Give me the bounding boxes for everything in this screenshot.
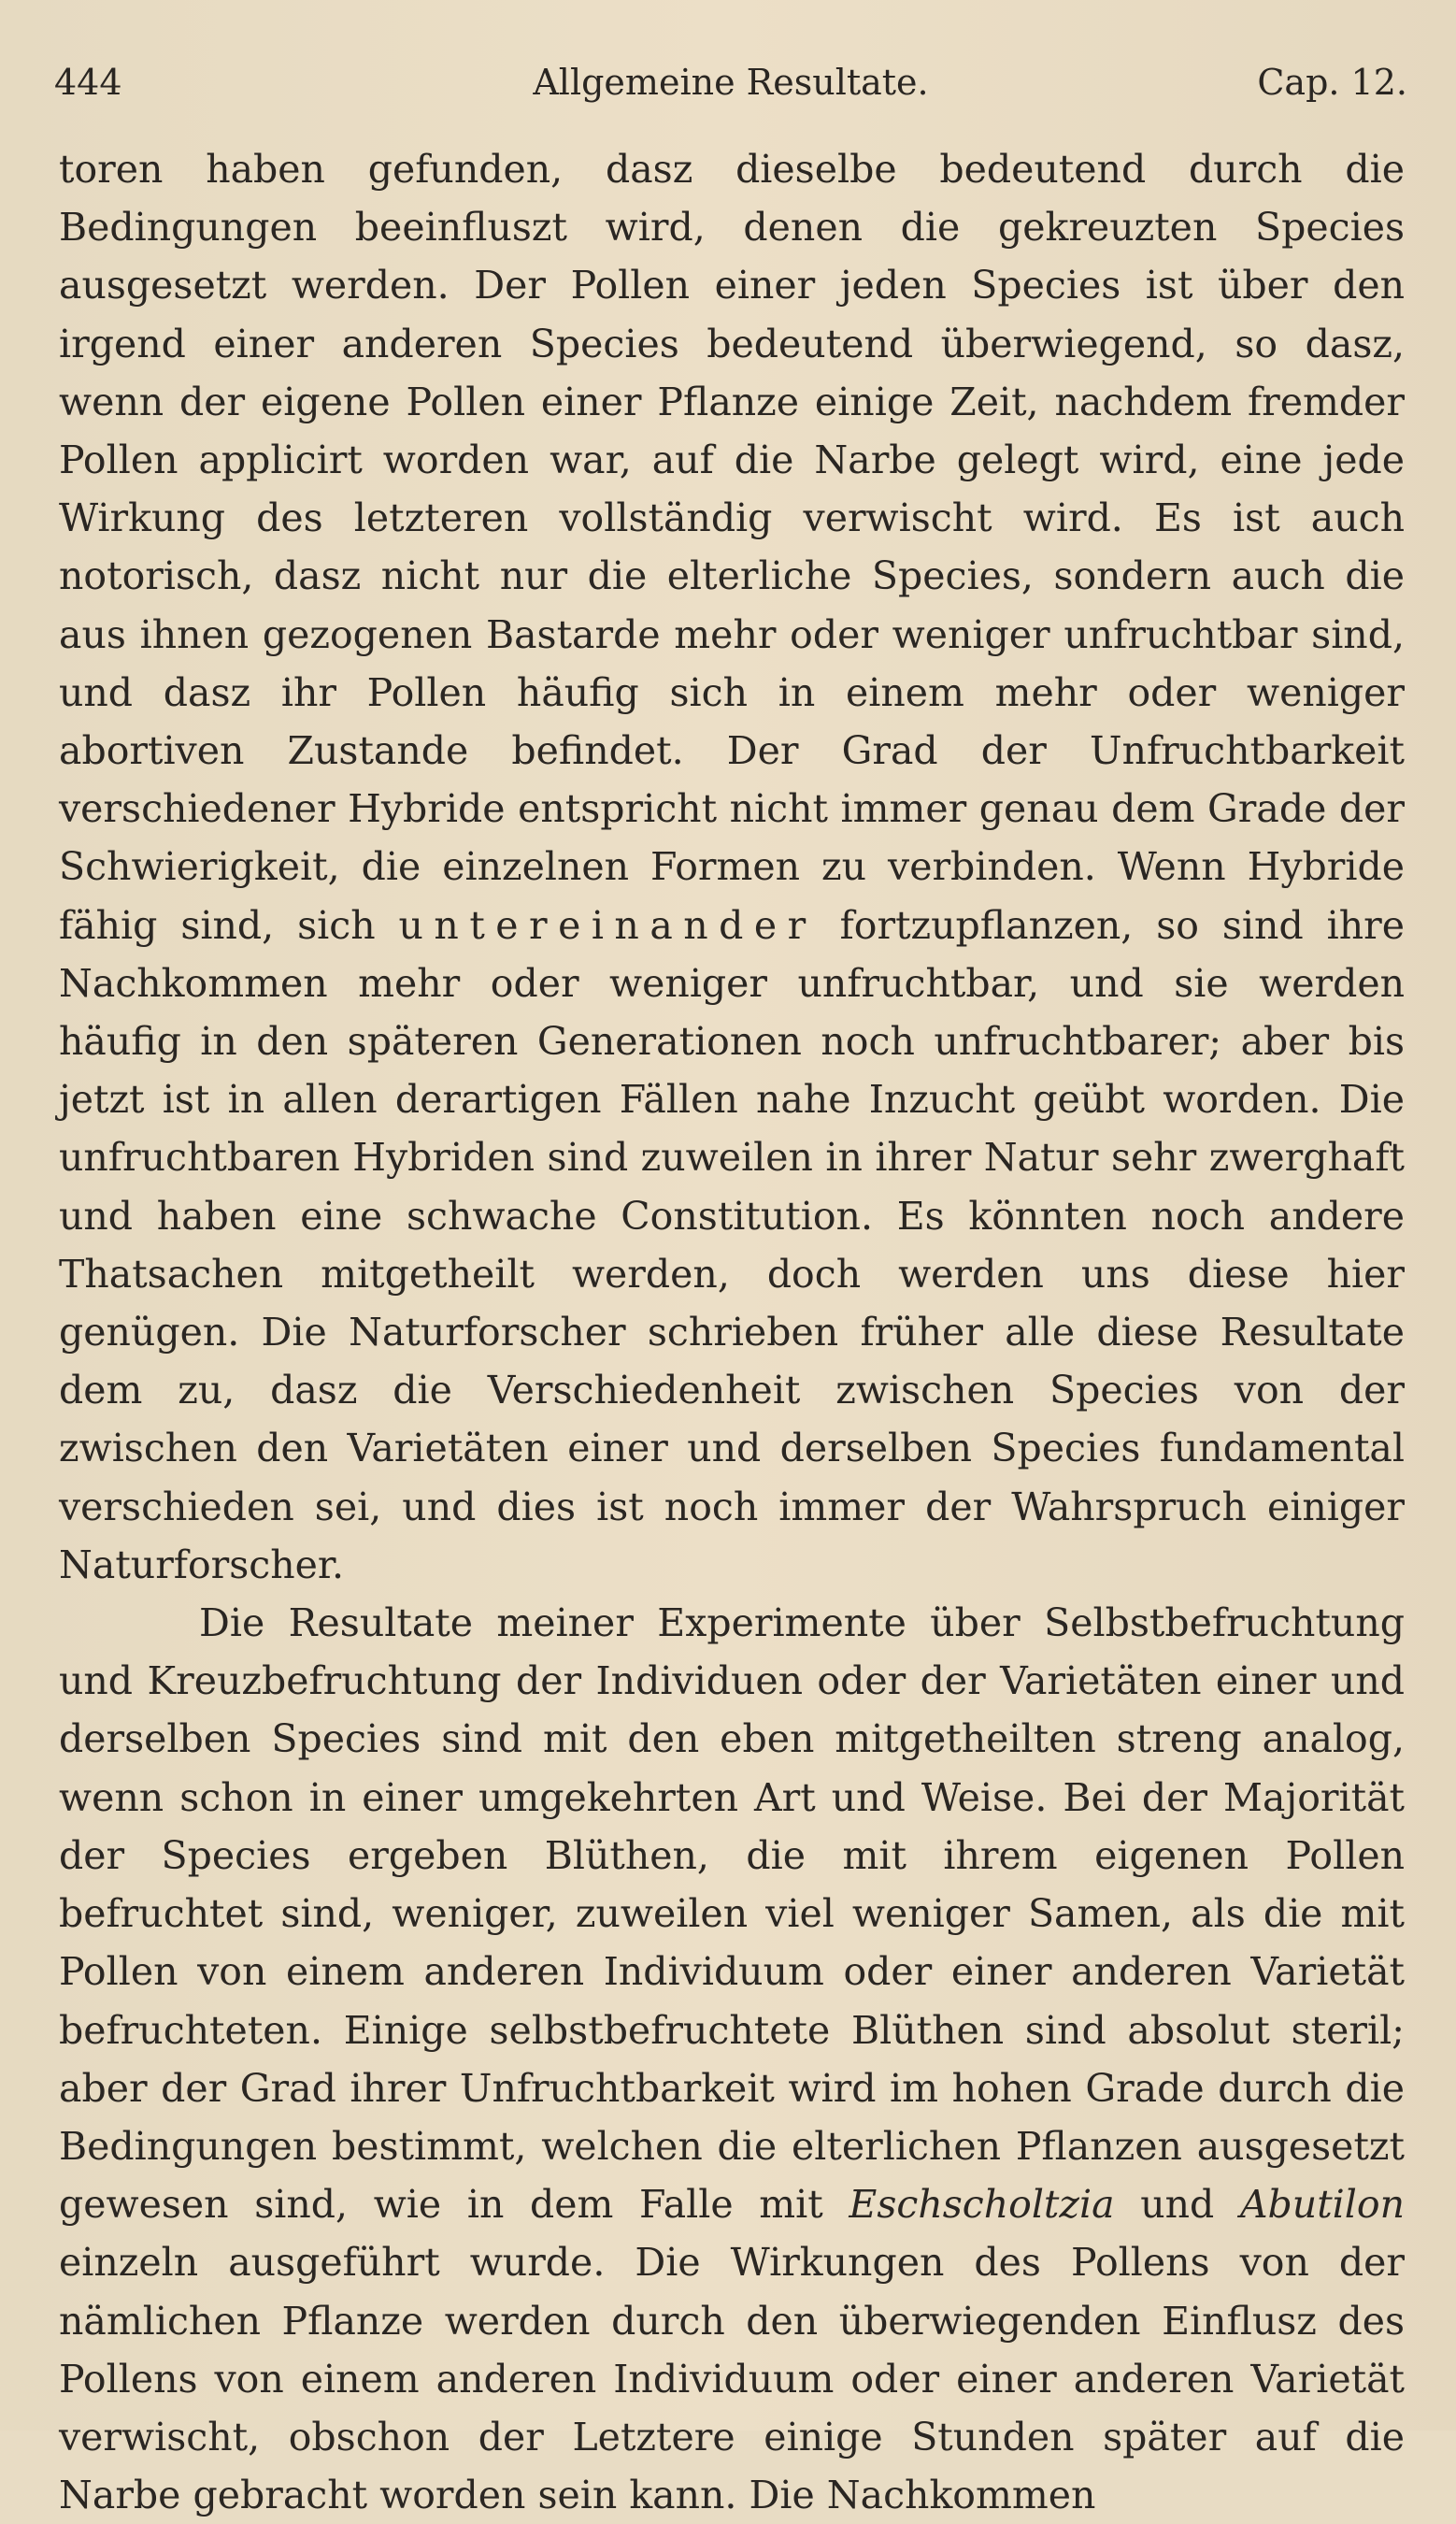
paragraph-1-text-b: fortzupflanzen, so sind ihre Nachkommen mehr oder weniger unfruchtbar, und sie werden häufig in den späteren Generationen noch unfruchtbarer; aber bis jetzt ist in allen derartigen Fällen nahe Inzucht geübt worden. Die unfruchtbaren Hybriden sind zuweilen in ihrer Natur sehr zwerghaft und haben eine schwache Constitution. Es könnten noch andere Thatsachen mitgetheilt werden, doch werden uns diese hier genügen. Die Naturforscher schrieben früher alle diese Resultate dem zu, dasz die Verschiedenheit zwischen Species von der zwischen den Varietäten einer und derselben Species fundamental verschieden sei, und dies ist noch immer der Wahrspruch einiger Naturforscher.: [59, 902, 1406, 1587]
paragraph-1-text-a: toren haben gefunden, dasz dieselbe bedeutend durch die Bedingungen beeinfluszt wird, denen die gekreuzten Species ausgesetzt werden. Der Pollen einer jeden Species ist über den irgend einer anderen Species bedeutend überwiegend, so dasz, wenn der eigene Pollen einer Pflanze einige Zeit, nachdem fremder Pollen applicirt worden war, auf die Narbe gelegt wird, eine jede Wirkung des letzteren vollständig verwischt wird. Es ist auch notorisch, dasz nicht nur die elterliche Species, sondern auch die aus ihnen gezogenen Bastarde mehr oder weniger unfruchtbar sind, und dasz ihr Pollen häufig sich in einem mehr oder weniger abortiven Zustande befindet. Der Grad der Unfruchtbarkeit verschiedener Hybride entspricht nicht immer genau dem Grade der Schwierigkeit, die einzelnen Formen zu verbinden. Wenn Hybride fähig sind, sich: [59, 147, 1405, 948]
italic-eschscholtzia: Eschscholtzia: [849, 2182, 1115, 2228]
page-header: [54, 54, 1407, 110]
body-text: [59, 140, 1405, 2524]
paragraph-2-text-and: und: [1114, 2182, 1240, 2228]
paragraph-1: [59, 140, 1405, 1594]
page-number: 444: [54, 62, 122, 103]
paragraph-2-text-b: einzeln ausgeführt wurde. Die Wirkungen des Pollens von der nämlichen Pflanze werden durch den überwiegenden Einflusz des Pollens von einem anderen Individuum oder einer anderen Varietät verwischt, obschon der Letztere einige Stunden später auf die Narbe gebracht worden sein kann. Die Nachkommen: [59, 2240, 1405, 2518]
chapter-label: Cap. 12.: [1257, 62, 1407, 103]
paragraph-2-text-a: Die Resultate meiner Experimente über Selbstbefruchtung und Kreuzbefruchtung der Individuen oder der Varietäten einer und derselben Species sind mit den eben mitgetheilten streng analog, wenn schon in einer umgekehrten Art und Weise. Bei der Majorität der Species ergeben Blüthen, die mit ihrem eigenen Pollen befruchtet sind, weniger, zuweilen viel weniger Samen, als die mit Pollen von einem anderen Individuum oder einer anderen Varietät befruchteten. Einige selbstbefruchtete Blüthen sind absolut steril; aber der Grad ihrer Unfruchtbarkeit wird im hohen Grade durch die Bedingungen bestimmt, welchen die elterlichen Pflanzen ausgesetzt gewesen sind, wie in dem Falle mit: [59, 1600, 1405, 2228]
emphasis-spaced: untereinander: [398, 902, 817, 948]
paragraph-2: [59, 1594, 1405, 2524]
running-title: Allgemeine Resultate.: [533, 62, 929, 103]
italic-abutilon: Abutilon: [1239, 2182, 1405, 2228]
